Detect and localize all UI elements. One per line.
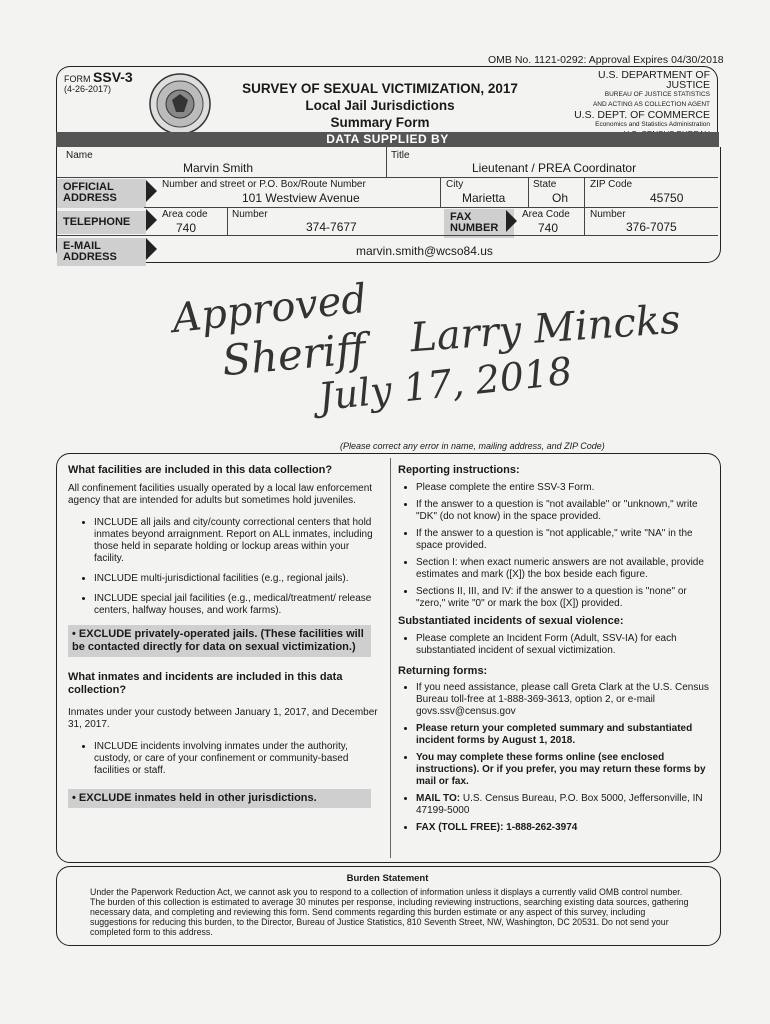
city-field[interactable]: Marietta: [462, 191, 506, 205]
address-label: ADDRESS: [63, 192, 117, 204]
burden-title: Burden Statement: [346, 873, 429, 884]
title-line-3: Summary Form: [330, 115, 430, 130]
left-column: [68, 464, 378, 808]
mail-to-item: [416, 793, 710, 817]
reporting-instructions-title: Reporting instructions:: [398, 464, 520, 476]
mail-to-label: MAIL TO:: [416, 793, 461, 804]
street-field[interactable]: 101 Westview Avenue: [242, 191, 360, 205]
divider: [440, 177, 441, 207]
arrow-icon: [506, 210, 517, 232]
fax-number-label: NUMBER: [450, 222, 499, 234]
doj-seal-icon: [148, 72, 212, 136]
include-incidents-item: • INCLUDE incidents involving inmates under the authority, custody, or care of your confinement or community-based facilities or staff.: [94, 741, 378, 777]
inmates-question: What inmates and incidents are included in this data collection?: [68, 671, 343, 696]
column-divider: [390, 458, 391, 858]
fax-area-code-label: Area Code: [522, 209, 570, 220]
fax-num-label: Number: [590, 209, 626, 220]
exclude-private-text: EXCLUDE privately-operated jails. (These facilities will be contacted directly for data on sexual victimization.): [72, 628, 364, 653]
burden-text: Under the Paperwork Reduction Act, we cannot ask you to respond to a collection of information unless it displays a currently valid OMB control number. The burden of this collection is estimated to average 30 minutes per response, including reviewing instructions, searching existing data sources, gathering necessary data, and completing and reviewing this form. Send comments regarding this burden estimate or any aspect of this survey, including suggestions for reducing this burden, to the Director, Bureau of Justice Statistics, 810 Seventh Street, NW, Washington, DC 20531. Do not send your completed form to this address.: [90, 887, 689, 937]
form-date: (4-26-2017): [64, 84, 112, 94]
exclude-private-highlight: • EXCLUDE privately-operated jails. (These facilities will be contacted directly for data on sexual victimization.): [68, 625, 371, 657]
divider: [57, 177, 718, 178]
instruction-item: • Please complete the entire SSV-3 Form.: [416, 482, 710, 494]
title-line-2: Local Jail Jurisdictions: [305, 98, 455, 113]
inmates-text: Inmates under your custody between January 1, 2017, and December 31, 2017.: [68, 707, 378, 730]
mail-address: U.S. Census Bureau, P.O. Box 5000, Jeffersonville, IN 47199-5000: [416, 793, 703, 816]
street-label: Number and street or P.O. Box/Route Number: [162, 179, 366, 190]
facilities-text: All confinement facilities usually operated by a local law enforcement agency that are intended for adults but sometimes hold juveniles.: [68, 483, 373, 506]
divider: [584, 207, 585, 235]
facilities-question: What facilities are included in this data collection?: [68, 464, 333, 476]
state-label: State: [533, 179, 557, 190]
name-field[interactable]: Marvin Smith: [183, 161, 254, 175]
official-address-tag: [57, 179, 146, 208]
email-address-label: ADDRESS: [63, 251, 117, 263]
tel-area-code-field[interactable]: 740: [176, 221, 197, 235]
email-tag: [57, 238, 146, 266]
agency-esa: Economics and Statistics Administration: [595, 121, 710, 128]
divider: [528, 177, 529, 207]
data-supplied-by-banner: DATA SUPPLIED BY: [56, 132, 719, 147]
instruction-item: • Sections II, III, and IV: if the answer to a question is "none" or "zero," write "0" or mark the box ([X]) provided.: [416, 586, 710, 610]
divider: [57, 235, 718, 236]
divider: [227, 207, 228, 235]
agency-block: [560, 70, 710, 140]
include-multi-item: • INCLUDE multi-jurisdictional facilities (e.g., regional jails).: [94, 573, 378, 585]
include-special-item: • INCLUDE special jail facilities (e.g., medical/treatment/ release centers, halfway houses, and work farms).: [94, 593, 378, 617]
fax-tag: [444, 209, 514, 238]
agency-collection: AND ACTING AS COLLECTION AGENT: [592, 101, 710, 108]
title-line-1: SURVEY OF SEXUAL VICTIMIZATION, 2017: [242, 81, 518, 96]
zip-field[interactable]: 45750: [650, 191, 684, 205]
divider: [144, 207, 718, 208]
incident-form-item: • Please complete an Incident Form (Adult, SSV-IA) for each substantiated incident of sexual victimization.: [416, 633, 710, 657]
agency-commerce: U.S. DEPT. OF COMMERCE: [574, 109, 710, 121]
exclude-other-text: EXCLUDE inmates held in other jurisdictions.: [78, 792, 317, 804]
form-prefix: FORM: [64, 74, 91, 84]
instruction-item: • If the answer to a question is "not available" or "unknown," write "DK" (do not know) in the space provided.: [416, 499, 710, 523]
fax-number-field[interactable]: 376-7075: [626, 220, 677, 234]
correction-note: (Please correct any error in name, mailing address, and ZIP Code): [340, 441, 605, 451]
agency-doj: U.S. DEPARTMENT OF JUSTICE: [597, 69, 710, 91]
agency-bjs: BUREAU OF JUSTICE STATISTICS: [604, 91, 710, 98]
omb-number: OMB No. 1121-0292: Approval Expires 04/30/2018: [488, 54, 724, 66]
tel-number-label: Number: [232, 209, 268, 220]
assistance-item: • If you need assistance, please call Greta Clark at the U.S. Census Bureau toll-free at 1-888-369-3613, option 2, or e-mail govs.ssv@census.gov: [416, 682, 710, 718]
online-item: • You may complete these forms online (see enclosed instructions). Or if you prefer, you may return these forms by mail or fax.: [416, 752, 710, 788]
instruction-item: • Section I: when exact numeric answers are not available, provide estimates and mark ([X]) the box beside each figure.: [416, 557, 710, 581]
exclude-other-highlight: • EXCLUDE inmates held in other jurisdictions.: [68, 789, 371, 808]
fax-toll-free-item: • FAX (TOLL FREE): 1-888-262-3974: [416, 822, 710, 834]
divider: [584, 177, 585, 207]
tel-area-code-label: Area code: [162, 209, 208, 220]
tel-number-field[interactable]: 374-7677: [306, 220, 357, 234]
form-code: SSV-3: [93, 69, 133, 85]
email-field[interactable]: marvin.smith@wcso84.us: [356, 244, 493, 258]
instruction-item: • If the answer to a question is "not applicable," write "NA" in the space provided.: [416, 528, 710, 552]
email-label: E-MAIL: [63, 240, 101, 252]
city-label: City: [446, 179, 464, 190]
title-label: Title: [391, 150, 410, 161]
handwritten-sheriff: Sheriff: [220, 323, 368, 386]
arrow-icon: [146, 238, 157, 260]
name-label: Name: [66, 150, 93, 161]
fax-area-code-field[interactable]: 740: [538, 221, 559, 235]
return-deadline-item: • Please return your completed summary and substantiated incident forms by August 1, 2018.: [416, 723, 710, 747]
telephone-tag: TELEPHONE: [57, 211, 146, 234]
state-field[interactable]: Oh: [552, 191, 569, 205]
arrow-icon: [146, 180, 157, 202]
returning-forms-title: Returning forms:: [398, 665, 488, 677]
title-field[interactable]: Lieutenant / PREA Coordinator: [472, 161, 637, 175]
handwritten-date: July 17, 2018: [316, 348, 575, 420]
form-title: [230, 80, 530, 131]
divider: [386, 147, 387, 177]
zip-label: ZIP Code: [590, 179, 633, 190]
handwritten-signature: Larry Mincks: [408, 296, 682, 362]
fax-label: FAX: [450, 211, 472, 223]
official-label: OFFICIAL: [63, 181, 114, 193]
arrow-icon: [146, 209, 157, 231]
include-jails-item: • INCLUDE all jails and city/county correctional centers that hold inmates beyond arraignment. Report on ALL inmates, including those held in separate holding or lockup areas within your facility.: [94, 517, 378, 565]
form-identifier: [64, 69, 133, 94]
right-column: [398, 464, 710, 839]
handwritten-approved: Approved: [170, 275, 370, 343]
substantiated-title: Substantiated incidents of sexual violence:: [398, 615, 624, 627]
